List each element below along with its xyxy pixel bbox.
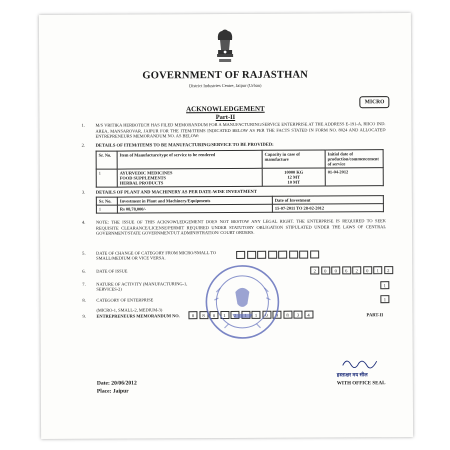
items-list [117,168,262,187]
investment-heading: DETAILS OF PLANT AND MACHINERY AS PER DATE-WISE INVESTMENT [95,188,257,195]
table-row [96,168,383,188]
digit-box: 2 [384,266,393,274]
government-title: GOVERNMENT OF RAJASTHAN [142,69,309,82]
items-col-date: Initial date of production/commencement of service [325,150,383,168]
invest-date: 15-07-2011 TO 28-02-2012 [272,204,383,213]
office-seal-label: WITH OFFICE SEAL [336,381,386,387]
items-sr: 1 [96,169,117,187]
digit-box: 2 [352,266,361,274]
capacity-list [262,168,325,186]
field-6-number: 6. [82,268,86,274]
digit-box [310,251,319,259]
invest-sr: 1 [96,205,117,213]
note-number: 4. [81,219,86,225]
date-of-issue-boxes [310,266,394,274]
capacity-3: 10 MT [287,179,301,185]
digit-box: 9 [272,311,281,319]
digit-box [278,251,287,259]
memo-suffix: PART-II [366,312,384,318]
digit-box: 0 [209,311,218,319]
document-title: ACKNOWLEDGEMENT [186,104,265,114]
investment-table [96,195,384,214]
production-date: 01-04-2012 [325,168,383,186]
items-table-header [96,150,383,170]
office-name: District Industries Centre, Jaipur (Urban) [189,82,262,89]
digit-box [257,251,266,259]
intro-paragraph: M/S VRITIKA HERBOTECH HAS FILED MEMORANDUM FOR A MANUFACTURING/SERVICE ENTERPRISE AT THE ADDRESS E-191-A, RIICO IND. AREA, MANSAROVAR, JAIPUR FOR THE ITEM/ITEMS INDICATED BELOW AS PER THE FACTS STATED IN FORM NO. 8024 AND ALLOCATED ENTREPRENEURS MEMORANDUM NO. AS BELOW: [95,121,386,139]
digit-box: 1 [251,311,260,319]
item-1: AYURVEDIC MEDICINES [119,170,173,176]
digit-box: 8 [199,311,208,319]
digit-box: 0 [331,266,340,274]
category-badge: MICRO [360,96,390,108]
field-7-label: NATURE OF ACTIVITY (MANUFACTURING-1, SERVICES-2) [96,281,188,292]
memo-label: ENTREPRENEURS MEMORANDUM NO. [96,313,180,319]
digit-box [268,251,277,259]
invest-col-sr: Sr. No. [96,197,117,205]
field-8-label: CATEGORY OF ENTERPRISE [96,297,154,303]
items-col-sr: Sr. No. [96,151,117,169]
digit-box: 0 [262,311,271,319]
field-8-number: 8. [82,297,86,303]
invest-amount: Rs 08,78,000/- [117,204,272,213]
field-9-number: 9. [82,313,86,319]
field-5-number: 5. [82,250,86,256]
items-col-item: Item of Manufacture/type of service to be rendered [117,150,262,169]
category-box: 1 [380,295,389,303]
digit-box: 4 [304,311,313,319]
digit-box: 0 [321,266,330,274]
digit-box: 6 [342,266,351,274]
official-seal-icon [202,262,282,342]
items-table [96,149,384,188]
items-heading: DETAILS OF ITEM/ITEMS TO BE MANUFACTURING/SERVICE TO BE PROVIDED: [95,141,274,148]
digit-box: 3 [293,311,302,319]
table-row [96,204,383,214]
category-note: (MICRO-1, SMALL-2, MEDIUM-3) [96,307,163,313]
items-col-capacity: Capacity in case of manufacture [262,150,325,168]
activity-box: 1 [380,281,389,289]
field-6-label: DATE OF ISSUE [96,268,128,274]
invest-col-date: Date of Investment [272,196,383,205]
investment-number: 3. [81,189,86,195]
signature-icon [341,355,381,369]
items-number: 2. [81,142,86,148]
digit-box: 0 [363,266,372,274]
issue-date: Date: 20/06/2012 [96,380,137,387]
digit-box: 1 [373,266,382,274]
intro-number: 1. [81,122,85,128]
item-2: FOOD SUPPLEMENTS [119,175,166,181]
note-paragraph: NOTE: THE ISSUE OF THIS ACKNOWLEDGEMENT DOES NOT BESTOW ANY LEGAL RIGHT. THE ENTERPRISE IS REQUIRED TO SEEK REQUISITE CLEARANCE/LICENSE/PERMIT REQUIRED UNDER STATUTORY OBLIGATION STIPULATED UNDER THE LAWS OF CENTRAL GOVERNMENT/STATE GOVERNMENT/UT ADMINISTRATION/ COURT ORDERS. [95,218,387,236]
capacity-1: 10000 KG [284,169,304,175]
field-5-label: DATE OF CHANGE OF CATEGORY FROM MICRO/SMALL TO SMALL/MEDIUM OR VICE VERSA. [96,250,217,261]
signature-label-hindi: हस्ताक्षर मय सील [336,373,368,379]
digit-box [247,251,256,259]
issue-place: Place: Jaipur [96,388,129,395]
digit-box [299,251,308,259]
acknowledgement-document [39,13,413,439]
field-7-number: 7. [82,281,86,287]
digit-box [289,251,298,259]
digit-box [236,251,245,259]
digit-box: 2 [310,267,319,275]
capacity-2: 12 MT [287,174,301,180]
digit-box: 0 [188,311,197,319]
item-3: HERBAL PRODUCTS [119,180,164,186]
invest-col-amount: Investment in Plant and Machinery/Equipments [117,196,272,205]
digit-box: 8 [283,311,292,319]
ashoka-emblem-icon [213,26,237,66]
part-label: Part-II [215,113,236,122]
field-5-boxes [236,251,320,259]
digit-box: 1 [220,311,229,319]
